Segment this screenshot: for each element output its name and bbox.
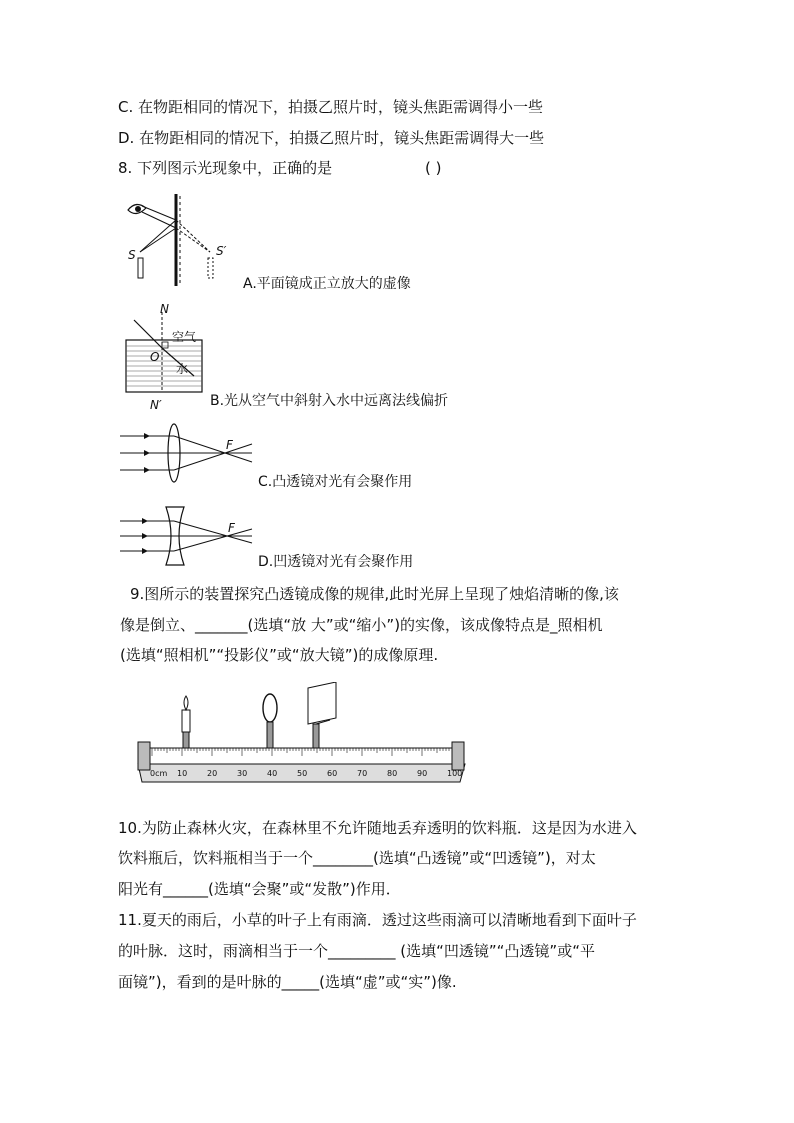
q11-line-2: 的叶脉．这时，雨滴相当于一个_________ (选填“凹透镜”“凸透镜”或“平 [118, 942, 595, 960]
q9-line-3: (选填“照相机”“投影仪”或“放大镜”)的成像原理. [120, 646, 439, 664]
q8-option-b: B.光从空气中斜射入水中远离法线偏折 [210, 393, 449, 409]
figure-convex-lens [120, 422, 255, 484]
label-air: 空气 [172, 330, 197, 344]
label-s-prime: S′ [216, 244, 227, 258]
q7-option-d: D. 在物距相同的情况下，拍摄乙照片时，镜头焦距需调得大一些 [118, 129, 545, 147]
bench-tick-label: 40 [267, 769, 278, 778]
bench-tick-label: 30 [237, 769, 248, 778]
bench-tick-label: 100 [447, 769, 463, 778]
bench-tick-label: 60 [327, 769, 338, 778]
q10-line-2: 饮料瓶后，饮料瓶相当于一个________(选填“凸透镜”或“凹透镜”)，对太 [118, 849, 596, 867]
q8-option-d: D.凹透镜对光有会聚作用 [258, 554, 414, 570]
bench-tick-label: 20 [207, 769, 218, 778]
q8-option-c: C.凸透镜对光有会聚作用 [258, 474, 413, 490]
q9-line-2: 像是倒立、_______(选填“放 大”或“缩小”)的实像，该成像特点是_照相机 [120, 616, 603, 634]
bench-tick-label: 80 [387, 769, 398, 778]
q11-line-1: 11.夏天的雨后，小草的叶子上有雨滴．透过这些雨滴可以清晰地看到下面叶子 [118, 911, 637, 929]
label-n: N [160, 302, 169, 316]
q10-line-1: 10.为防止森林火灾，在森林里不允许随地丢弃透明的饮料瓶．这是因为水进入 [118, 819, 637, 837]
bench-tick-label: 10 [177, 769, 188, 778]
bench-tick-label: 90 [417, 769, 428, 778]
q8-answer-paren: ( ) [425, 159, 442, 177]
q7-option-c: C. 在物距相同的情况下，拍摄乙照片时，镜头焦距需调得小一些 [118, 98, 544, 116]
bench-tick-label: 70 [357, 769, 368, 778]
figure-optical-bench [130, 682, 475, 797]
q8-option-a: A.平面镜成正立放大的虚像 [243, 276, 411, 292]
bench-tick-label: 0cm [150, 769, 168, 778]
q10-line-3: 阳光有______(选填“会聚”或“发散”)作用． [118, 880, 401, 898]
q11-line-3: 面镜”)，看到的是叶脉的_____(选填“虚”或“实”)像. [118, 973, 457, 991]
q9-line-1: 9.图所示的装置探究凸透镜成像的规律,此时光屏上呈现了烛焰清晰的像,该 [130, 585, 619, 603]
label-f-convex: F [226, 438, 233, 452]
bench-tick-label: 50 [297, 769, 308, 778]
figure-plane-mirror [120, 190, 235, 288]
label-f-concave: F [228, 521, 235, 535]
label-o: O [150, 350, 160, 364]
label-water: 水 [176, 362, 189, 376]
q8-stem: 8. 下列图示光现象中，正确的是 [118, 159, 333, 177]
label-n-prime: N′ [150, 398, 162, 412]
figure-concave-lens [120, 505, 255, 567]
label-s: S [128, 248, 136, 262]
figure-refraction [120, 300, 208, 412]
